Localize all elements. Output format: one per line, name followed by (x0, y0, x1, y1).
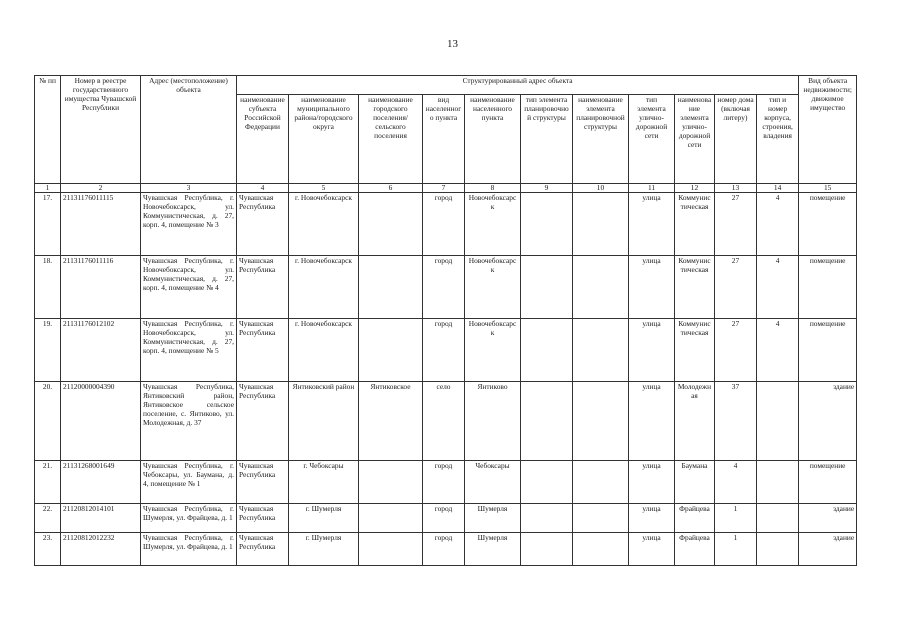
header-subject: наименование субъекта Российской Федерации (237, 95, 289, 184)
building-number: 4 (757, 319, 799, 382)
settlement-name (359, 256, 423, 319)
district-name: Янтиковский район (289, 382, 359, 461)
registry-table (34, 75, 857, 566)
object-address: Чувашская Республика, г. Новочебоксарск, ул. Коммунистическая, д. 27, корп. 4, помещение № 4 (141, 256, 237, 319)
district-name: г. Чебоксары (289, 461, 359, 504)
registry-number: 21131176012102 (61, 319, 141, 382)
planning-type (521, 193, 573, 256)
table-row (35, 533, 857, 566)
house-number: 37 (715, 382, 757, 461)
settlement-name (359, 461, 423, 504)
row-number: 18. (35, 256, 61, 319)
planning-type (521, 461, 573, 504)
locality-type: город (423, 461, 465, 504)
planning-type (521, 319, 573, 382)
locality-type: город (423, 193, 465, 256)
locality-type: город (423, 319, 465, 382)
settlement-name (359, 533, 423, 566)
subject-name: Чувашская Республика (237, 382, 289, 461)
object-type: здание (799, 533, 857, 566)
subject-name: Чувашская Республика (237, 193, 289, 256)
street-type: улица (629, 382, 675, 461)
header-planning-name: наименование элемента планировочной структуры (573, 95, 629, 184)
building-number (757, 533, 799, 566)
street-name: Фрайцева (675, 533, 715, 566)
locality-name: Новочебоксарск (465, 193, 521, 256)
locality-type: город (423, 533, 465, 566)
settlement-name (359, 504, 423, 533)
header-house-number: номер дома (включая литеру) (715, 95, 757, 184)
locality-type: город (423, 504, 465, 533)
planning-type (521, 382, 573, 461)
header-building-number: тип и номер корпуса, строения, владения (757, 95, 799, 184)
planning-name (573, 319, 629, 382)
column-number: 7 (423, 184, 465, 193)
subject-name: Чувашская Республика (237, 461, 289, 504)
object-address: Чувашская Республика, г. Шумерля, ул. Фрайцева, д. 1 (141, 533, 237, 566)
locality-name: Новочебоксарск (465, 319, 521, 382)
settlement-name (359, 193, 423, 256)
subject-name: Чувашская Республика (237, 256, 289, 319)
district-name: г. Новочебоксарск (289, 319, 359, 382)
column-number: 8 (465, 184, 521, 193)
row-number: 21. (35, 461, 61, 504)
street-name: Коммунистическая (675, 319, 715, 382)
street-name: Коммунистическая (675, 193, 715, 256)
header-street-name: наименование элемента улично-дорожной сети (675, 95, 715, 184)
house-number: 27 (715, 193, 757, 256)
header-structured-address: Структурированный адрес объекта (237, 76, 799, 95)
row-number: 17. (35, 193, 61, 256)
object-type: помещение (799, 319, 857, 382)
header-location: Адрес (местоположение) объекта (141, 76, 237, 184)
column-number: 5 (289, 184, 359, 193)
object-type: здание (799, 382, 857, 461)
planning-type (521, 256, 573, 319)
building-number: 4 (757, 193, 799, 256)
table-row (35, 193, 857, 256)
district-name: г. Шумерля (289, 533, 359, 566)
subject-name: Чувашская Республика (237, 533, 289, 566)
house-number: 27 (715, 256, 757, 319)
object-address: Чувашская Республика, г. Шумерля, ул. Фрайцева, д. 1 (141, 504, 237, 533)
house-number: 1 (715, 533, 757, 566)
registry-number: 21120812014101 (61, 504, 141, 533)
building-number (757, 461, 799, 504)
street-name: Коммунистическая (675, 256, 715, 319)
building-number (757, 382, 799, 461)
object-type: здание (799, 504, 857, 533)
column-number: 3 (141, 184, 237, 193)
row-number: 22. (35, 504, 61, 533)
header-street-type: тип элемента улично-дорожной сети (629, 95, 675, 184)
object-address: Чувашская Республика, Янтиковский район, Янтиковское сельское поселение, с. Янтиково, ул. Молодежная, д. 37 (141, 382, 237, 461)
registry-number: 21131268001649 (61, 461, 141, 504)
object-type: помещение (799, 256, 857, 319)
registry-number: 21120812012232 (61, 533, 141, 566)
column-number: 4 (237, 184, 289, 193)
object-type: помещение (799, 461, 857, 504)
header-locality-name: наименование населенного пункта (465, 95, 521, 184)
table-row (35, 504, 857, 533)
street-type: улица (629, 461, 675, 504)
street-type: улица (629, 504, 675, 533)
building-number (757, 504, 799, 533)
street-type: улица (629, 533, 675, 566)
registry-number: 21131176011116 (61, 256, 141, 319)
column-number: 13 (715, 184, 757, 193)
column-number: 14 (757, 184, 799, 193)
planning-name (573, 504, 629, 533)
header-planning-type: тип элемента планировочной структуры (521, 95, 573, 184)
street-type: улица (629, 319, 675, 382)
locality-name: Новочебоксарск (465, 256, 521, 319)
locality-name: Янтиково (465, 382, 521, 461)
street-type: улица (629, 193, 675, 256)
page-number: 13 (447, 38, 458, 50)
header-district: наименование муниципального района/городского округа (289, 95, 359, 184)
locality-type: город (423, 256, 465, 319)
house-number: 1 (715, 504, 757, 533)
district-name: г. Новочебоксарск (289, 256, 359, 319)
street-name: Молодежная (675, 382, 715, 461)
column-number: 1 (35, 184, 61, 193)
planning-type (521, 533, 573, 566)
header-object-type: Вид объекта недвижимости; движимое имущество (799, 76, 857, 184)
object-address: Чувашская Республика, г. Новочебоксарск, ул. Коммунистическая, д. 27, корп. 4, помещение № 3 (141, 193, 237, 256)
column-number: 2 (61, 184, 141, 193)
row-number: 20. (35, 382, 61, 461)
column-number: 11 (629, 184, 675, 193)
planning-name (573, 382, 629, 461)
street-name: Фрайцева (675, 504, 715, 533)
registry-number: 21131176011115 (61, 193, 141, 256)
planning-name (573, 461, 629, 504)
row-number: 19. (35, 319, 61, 382)
header-registry-number: Номер в реестре государственного имущества Чувашской Республики (61, 76, 141, 184)
locality-name: Чебоксары (465, 461, 521, 504)
subject-name: Чувашская Республика (237, 504, 289, 533)
locality-name: Шумерля (465, 504, 521, 533)
column-number: 15 (799, 184, 857, 193)
header-settlement: наименование городского поселения/сельского поселения (359, 95, 423, 184)
settlement-name (359, 319, 423, 382)
object-address: Чувашская Республика, г. Чебоксары, ул. Баумана, д. 4, помещение № 1 (141, 461, 237, 504)
district-name: г. Новочебоксарск (289, 193, 359, 256)
settlement-name: Янтиковское (359, 382, 423, 461)
house-number: 27 (715, 319, 757, 382)
street-name: Баумана (675, 461, 715, 504)
street-type: улица (629, 256, 675, 319)
column-number: 12 (675, 184, 715, 193)
table-row (35, 319, 857, 382)
subject-name: Чувашская Республика (237, 319, 289, 382)
table-row (35, 461, 857, 504)
planning-type (521, 504, 573, 533)
object-address: Чувашская Республика, г. Новочебоксарск, ул. Коммунистическая, д. 27, корп. 4, помещение № 5 (141, 319, 237, 382)
row-number: 23. (35, 533, 61, 566)
building-number: 4 (757, 256, 799, 319)
table-row (35, 256, 857, 319)
column-number: 9 (521, 184, 573, 193)
object-type: помещение (799, 193, 857, 256)
planning-name (573, 256, 629, 319)
header-num: № пп (35, 76, 61, 184)
locality-name: Шумерля (465, 533, 521, 566)
header-locality-type: вид населенного пункта (423, 95, 465, 184)
planning-name (573, 193, 629, 256)
column-number-row (35, 184, 857, 193)
column-number: 6 (359, 184, 423, 193)
planning-name (573, 533, 629, 566)
house-number: 4 (715, 461, 757, 504)
registry-number: 21120000004390 (61, 382, 141, 461)
column-number: 10 (573, 184, 629, 193)
locality-type: село (423, 382, 465, 461)
district-name: г. Шумерля (289, 504, 359, 533)
table-row (35, 382, 857, 461)
